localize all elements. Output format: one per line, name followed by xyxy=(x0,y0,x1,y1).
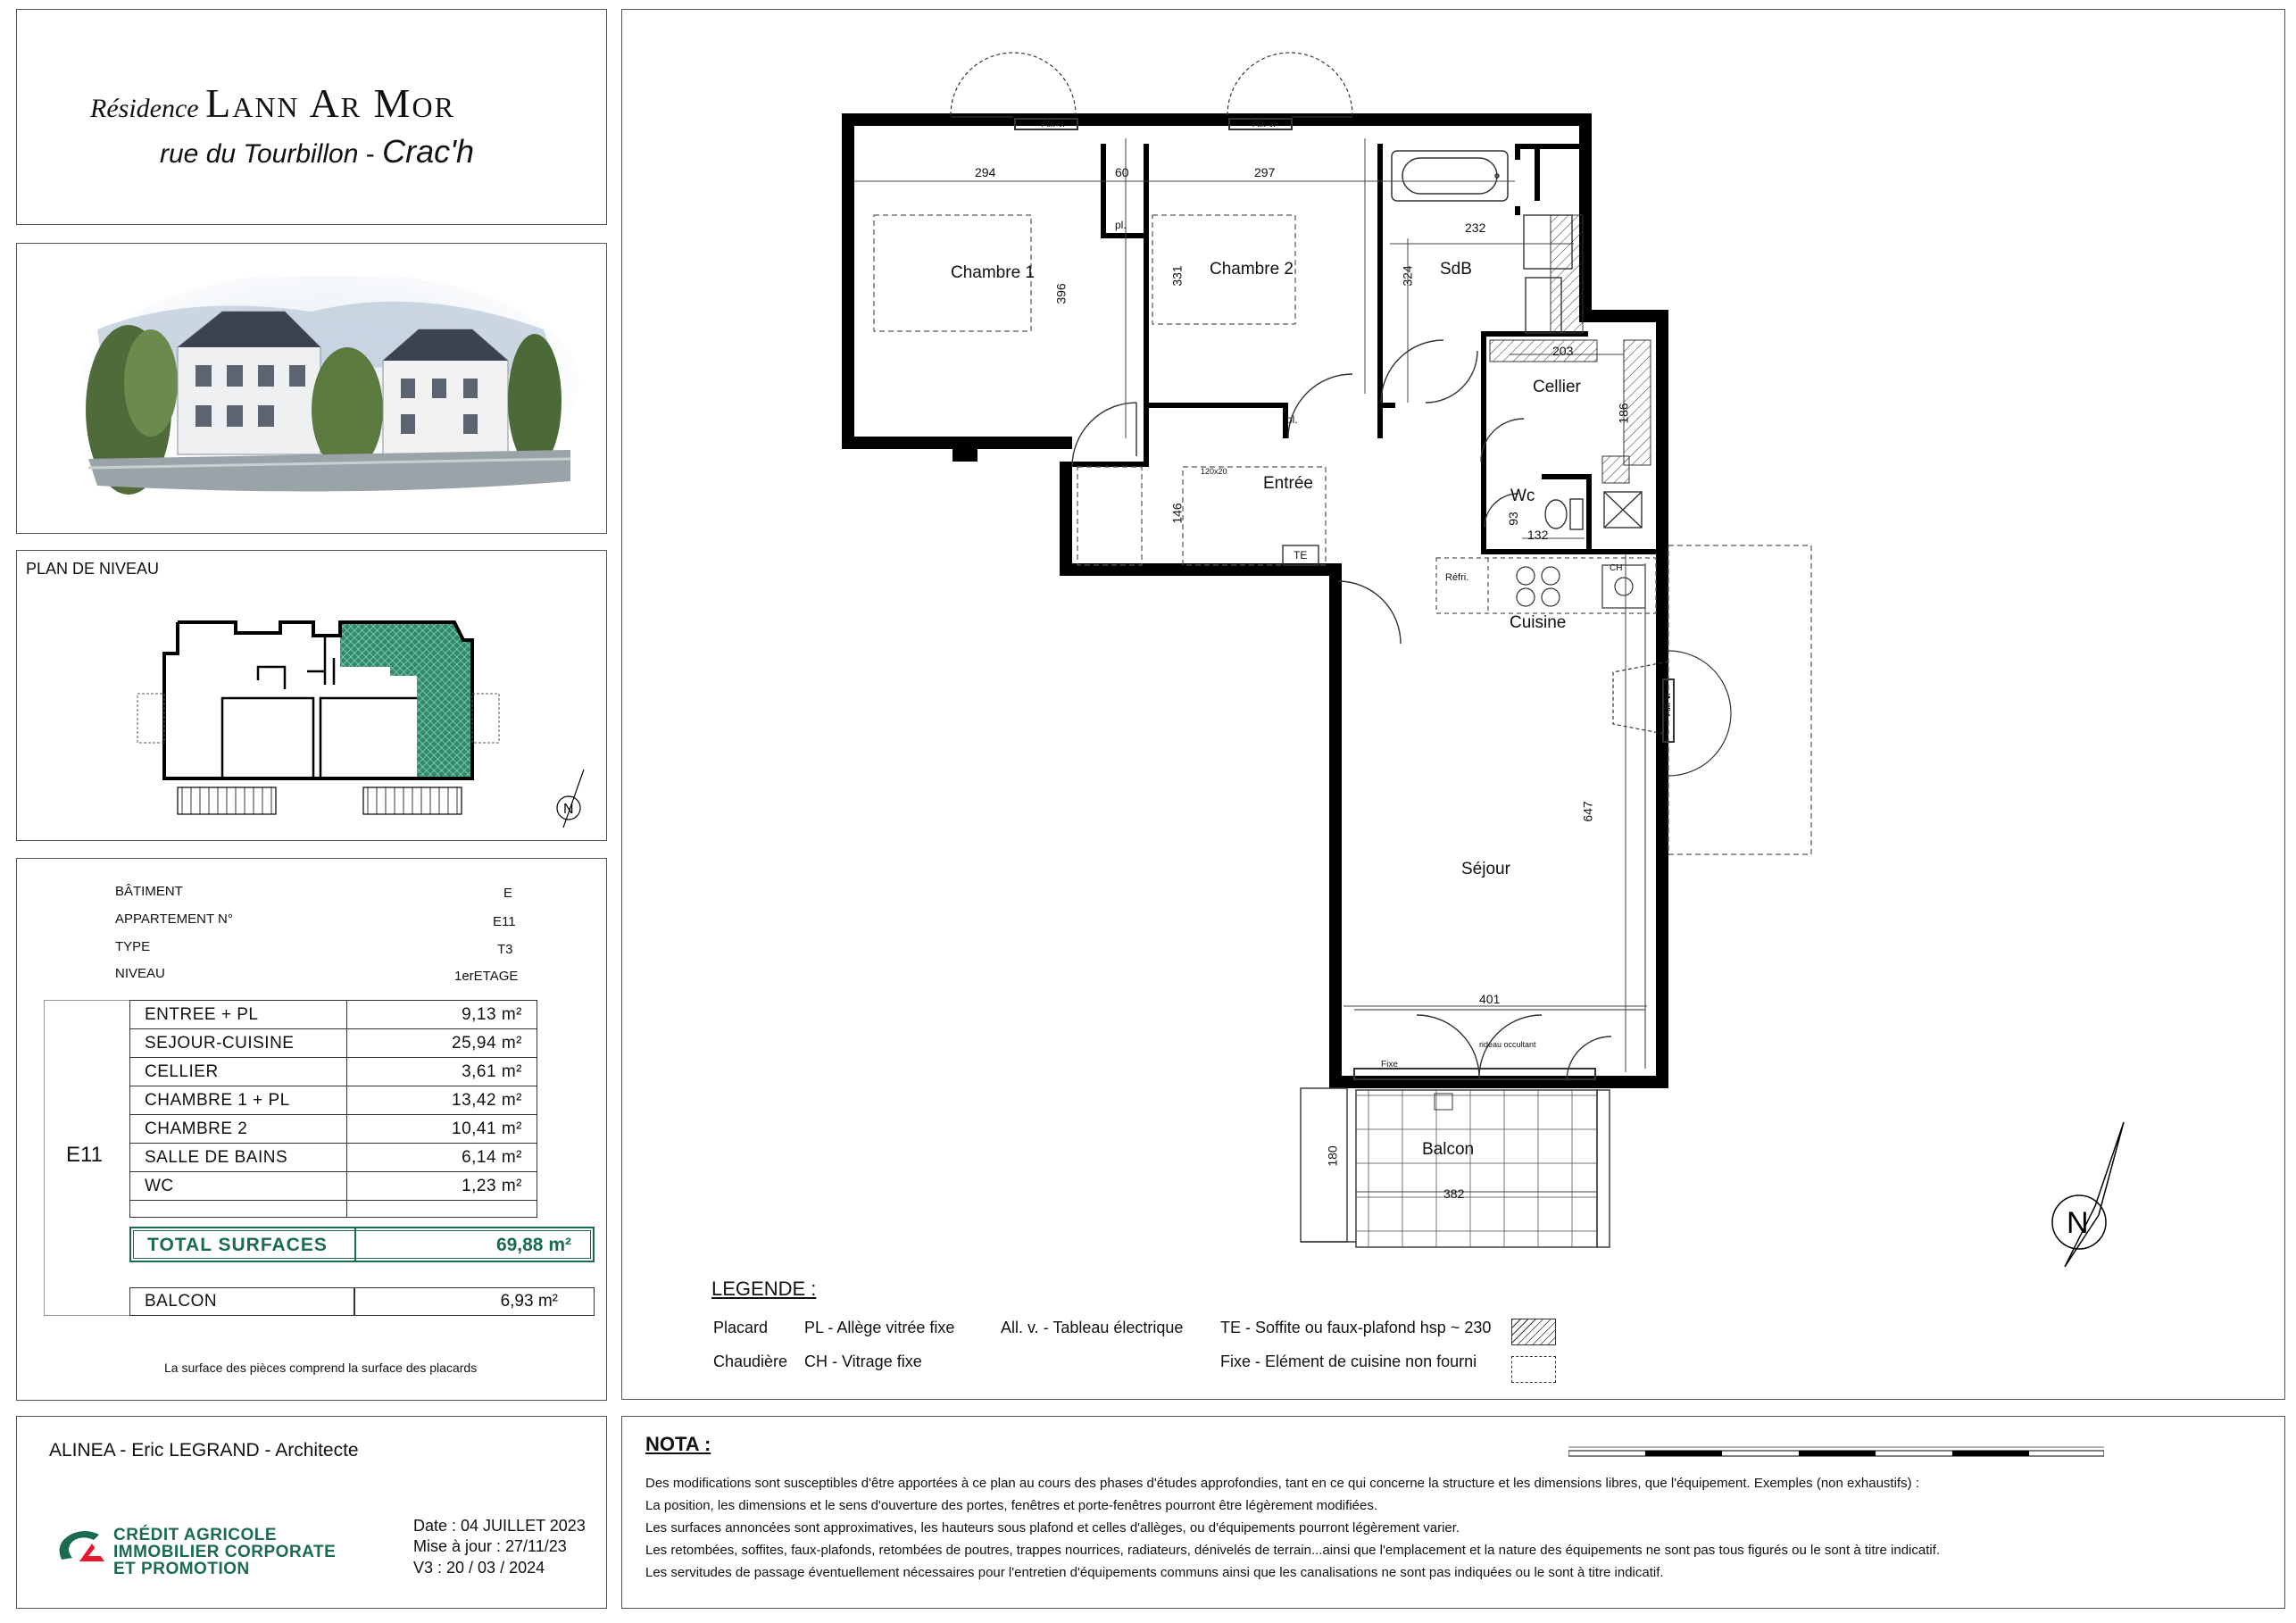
level-plan-title: PLAN DE NIVEAU xyxy=(26,560,160,578)
label-te: TE xyxy=(1294,549,1308,562)
total-row xyxy=(129,1227,595,1262)
table-row xyxy=(130,1115,537,1144)
architect-panel xyxy=(16,1416,607,1609)
scale-bar-icon xyxy=(1568,1442,2104,1469)
info-value-niveau: 1erETAGE xyxy=(454,969,519,984)
room-area: 6,14 m² xyxy=(347,1144,537,1172)
table-row xyxy=(130,1201,537,1218)
room-label-chambre2: Chambre 2 xyxy=(1210,260,1294,279)
room-area: 25,94 m² xyxy=(347,1029,537,1058)
nota-panel xyxy=(621,1416,2285,1609)
legend-title: LEGENDE : xyxy=(711,1278,817,1300)
info-label-batiment: BÂTIMENT xyxy=(115,884,183,899)
level-plan-drawing xyxy=(17,551,608,842)
room-area: 3,61 m² xyxy=(347,1058,537,1086)
nota-title: NOTA : xyxy=(645,1433,711,1455)
dim-60: 60 xyxy=(1115,165,1129,179)
dim-297: 297 xyxy=(1254,165,1276,179)
apartment-code: E11 xyxy=(66,1143,103,1167)
room-label-wc: Wc xyxy=(1510,487,1535,505)
dim-401: 401 xyxy=(1479,992,1501,1006)
info-value-batiment: E xyxy=(503,886,513,901)
label-refri: Réfri. xyxy=(1445,572,1469,583)
building-render-panel xyxy=(16,243,607,534)
balcony-row xyxy=(129,1287,595,1316)
room-label-chambre1: Chambre 1 xyxy=(951,263,1035,282)
plan-version: V3 : 20 / 03 / 2024 xyxy=(413,1559,545,1577)
level-plan-panel xyxy=(16,550,607,841)
dim-146: 146 xyxy=(1169,503,1185,524)
room-label-cellier: Cellier xyxy=(1533,378,1581,396)
dim-331: 331 xyxy=(1169,265,1185,287)
room-area: 1,23 m² xyxy=(347,1172,537,1201)
surface-note: La surface des pièces comprend la surface des placards xyxy=(164,1361,478,1375)
label-pl-2: pl. xyxy=(1286,413,1298,426)
legend-te: TE - Soffite ou faux-plafond hsp ~ 230 xyxy=(1220,1319,1492,1336)
room-label: WC xyxy=(130,1172,347,1201)
dim-396: 396 xyxy=(1053,283,1069,304)
floor-plan-panel xyxy=(621,9,2285,1400)
title-panel xyxy=(16,9,607,225)
legend-dashed-swatch xyxy=(1511,1356,1556,1383)
apartment-info-panel xyxy=(16,858,607,1401)
info-label-appartement: APPARTEMENT N° xyxy=(115,911,233,927)
plan-update: Mise à jour : 27/11/23 xyxy=(413,1537,567,1555)
credit-agricole-logo-icon xyxy=(53,1526,115,1570)
legend-pl: PL - Allège vitrée fixe xyxy=(804,1319,955,1336)
room-area: 9,13 m² xyxy=(347,1001,537,1029)
promoter-line-3: ET PROMOTION xyxy=(113,1560,250,1578)
table-row xyxy=(130,1001,537,1029)
plan-date: Date : 04 JUILLET 2023 xyxy=(413,1517,586,1535)
dim-180: 180 xyxy=(1325,1145,1340,1167)
promoter-line-1: CRÉDIT AGRICOLE xyxy=(113,1526,278,1544)
legend-fixe: Fixe - Elément de cuisine non fourni xyxy=(1220,1352,1477,1370)
surfaces-table xyxy=(129,1000,537,1218)
nota-line-4: Les retombées, soffites, faux-plafonds, retombées de poutres, trappes nourrices, radiateurs, dénivelés de terrain...ainsi que l'emplacement et la nature des équipements ne sont pas tous figurés ou le sont à titre indicatif. xyxy=(645,1543,1941,1558)
architect-name: ALINEA - Eric LEGRAND - Architecte xyxy=(49,1440,359,1461)
residence-prefix: Résidence xyxy=(90,94,199,123)
table-row xyxy=(130,1172,537,1201)
balcony-value: 6,93 m² xyxy=(500,1292,558,1311)
balcony-label: BALCON xyxy=(145,1292,218,1311)
address-separator: - xyxy=(365,139,375,169)
promoter-line-2: IMMOBILIER CORPORATE xyxy=(113,1543,337,1561)
dim-186: 186 xyxy=(1616,403,1631,424)
room-label-sejour: Séjour xyxy=(1461,860,1510,878)
room-area: 13,42 m² xyxy=(347,1086,537,1115)
room-area: 10,41 m² xyxy=(347,1115,537,1144)
label-rideau: rideau occultant xyxy=(1479,1040,1536,1049)
legend-hatch-swatch xyxy=(1511,1319,1556,1345)
svg-text:N: N xyxy=(2067,1206,2089,1240)
total-value: 69,88 m² xyxy=(495,1235,571,1255)
info-value-type: T3 xyxy=(497,942,513,957)
compass-north-icon xyxy=(2042,1117,2149,1278)
room-label-balcon: Balcon xyxy=(1422,1140,1475,1159)
room-label-sdb: SdB xyxy=(1440,260,1472,279)
dim-203: 203 xyxy=(1552,344,1574,358)
room-label: ENTREE + PL xyxy=(130,1001,347,1029)
residence-name: Lann Ar Mor xyxy=(205,80,455,126)
dim-132: 132 xyxy=(1527,528,1549,542)
label-allv-2: All. v. xyxy=(1252,119,1277,129)
nota-line-1: Des modifications sont susceptibles d'être apportées à ce plan au cours des phases d'études approfondies, tant en ce qui concerne la structure et les dimensions libres, que l'équipement. Exemples (non exhaustifs) : xyxy=(645,1476,1919,1491)
room-label-entree: Entrée xyxy=(1263,474,1313,493)
legend-ch: CH - Vitrage fixe xyxy=(804,1352,922,1370)
label-fixe: Fixe xyxy=(1381,1060,1398,1070)
legend-allv: All. v. - Tableau électrique xyxy=(1001,1319,1184,1336)
room-label-cuisine: Cuisine xyxy=(1510,613,1567,632)
table-row xyxy=(130,1086,537,1115)
legend-placard: Placard xyxy=(713,1319,769,1336)
table-row xyxy=(130,1058,537,1086)
compass-small-icon xyxy=(557,770,584,828)
label-allv-3: All. v. xyxy=(1662,692,1674,717)
room-label: SALLE DE BAINS xyxy=(130,1144,347,1172)
table-row xyxy=(130,1029,537,1058)
label-placard-size: 120x20 xyxy=(1201,467,1227,476)
nota-line-5: Les servitudes de passage éventuellement nécessaires pour l'entretien d'équipements communs ainsi que les canalisations ne sont pas indiquées ou le sont à titre indicatif. xyxy=(645,1565,1664,1580)
room-label: SEJOUR-CUISINE xyxy=(130,1029,347,1058)
label-allv-1: All. v. xyxy=(1042,119,1066,129)
dim-294: 294 xyxy=(975,165,996,179)
label-ch: CH xyxy=(1610,563,1623,573)
room-label: CELLIER xyxy=(130,1058,347,1086)
info-value-appartement: E11 xyxy=(493,914,516,929)
info-label-type: TYPE xyxy=(115,939,151,954)
nota-line-2: La position, les dimensions et le sens d'ouverture des portes, fenêtres et porte-fenêtres pourront être légèrement modifiées. xyxy=(645,1498,1377,1513)
dim-324: 324 xyxy=(1400,265,1415,287)
dim-232: 232 xyxy=(1465,221,1486,235)
table-row xyxy=(130,1144,537,1172)
room-label: CHAMBRE 2 xyxy=(130,1115,347,1144)
legend-chaudiere: Chaudière xyxy=(713,1352,788,1370)
label-pl-1: pl. xyxy=(1115,219,1127,231)
residence-title xyxy=(90,79,455,127)
city: Crac'h xyxy=(382,133,474,170)
dim-382: 382 xyxy=(1443,1186,1465,1201)
dim-93: 93 xyxy=(1505,512,1520,526)
dim-647: 647 xyxy=(1580,801,1595,822)
nota-line-3: Les surfaces annoncées sont approximatives, les hauteurs sous plafond et celles d'allèges, ou d'équipements pourront légèrement varier. xyxy=(645,1520,1460,1536)
info-label-niveau: NIVEAU xyxy=(115,966,165,981)
street: rue du Tourbillon xyxy=(160,139,359,169)
room-label: CHAMBRE 1 + PL xyxy=(130,1086,347,1115)
address-line xyxy=(160,133,474,171)
svg-text:N: N xyxy=(563,802,574,817)
total-label: TOTAL SURFACES xyxy=(147,1235,328,1255)
building-render-image xyxy=(79,276,579,508)
